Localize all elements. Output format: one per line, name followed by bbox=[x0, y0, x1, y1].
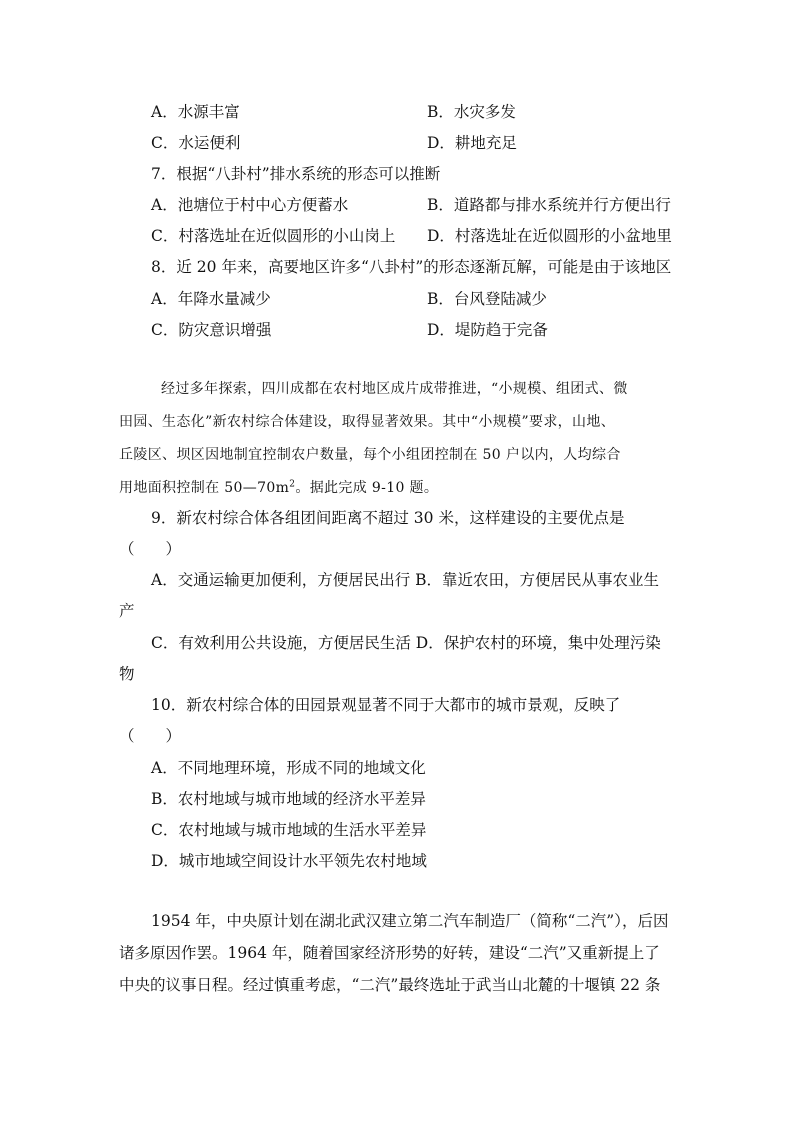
q9-options-cd: C．有效利用公共设施，方便居民生活 D．保护农村的环境，集中处理污染 bbox=[151, 634, 661, 652]
final-passage-line-3: 中央的议事日程。经过慎重考虑，“二汽”最终选址于武当山北麓的十堰镇 22 条 bbox=[119, 976, 661, 994]
passage-line-3: 丘陵区、坝区因地制宜控制农户数量，每个小组团控制在 50 户以内，人均综合 bbox=[119, 447, 621, 463]
q7-option-d: D．村落选址在近似圆形的小盆地里 bbox=[427, 227, 672, 245]
q10-option-b: B．农村地域与城市地域的经济水平差异 bbox=[151, 790, 426, 808]
q6-option-b: B．水灾多发 bbox=[427, 103, 516, 121]
q8-option-d: D．堤防趋于完备 bbox=[427, 321, 548, 339]
q6-option-d: D．耕地充足 bbox=[427, 134, 517, 152]
q10-answer-parentheses: （ ） bbox=[119, 727, 182, 745]
q9-options-cd-wrap: 物 bbox=[119, 665, 135, 683]
q9-options-ab: A．交通运输更加便利，方便居民出行 B．靠近农田，方便居民从事农业生 bbox=[151, 571, 660, 589]
q10-option-d: D．城市地域空间设计水平领先农村地域 bbox=[151, 852, 427, 870]
q9-answer-parentheses: （ ） bbox=[119, 540, 182, 558]
final-passage-line-1: 1954 年，中央原计划在湖北武汉建立第二汽车制造厂（简称“二汽”），后因 bbox=[151, 912, 669, 930]
passage-line-1: 经过多年探索，四川成都在农村地区成片成带推进，“小规模、组团式、微 bbox=[161, 381, 628, 397]
q9-options-ab-wrap: 产 bbox=[119, 602, 135, 620]
q8-option-c: C．防灾意识增强 bbox=[151, 321, 272, 339]
q10-option-a: A．不同地理环境，形成不同的地域文化 bbox=[151, 759, 426, 777]
passage-line-2: 田园、生态化”新农村综合体建设，取得显著效果。其中“小规模”要求，山地、 bbox=[119, 414, 616, 430]
final-passage-line-2: 诸多原因作罢。1964 年，随着国家经济形势的好转，建设“二汽”又重新提上了 bbox=[119, 944, 660, 962]
passage-line-4-text: 用地面积控制在 50—70m bbox=[119, 480, 290, 496]
q7-option-b: B．道路都与排水系统并行方便出行 bbox=[427, 196, 671, 214]
q8-option-a: A．年降水量减少 bbox=[151, 290, 271, 308]
q6-option-c: C．水运便利 bbox=[151, 134, 241, 152]
q7-stem: 7．根据“八卦村”排水系统的形态可以推断 bbox=[151, 165, 441, 183]
q8-stem: 8．近 20 年来，高要地区许多“八卦村”的形态逐渐瓦解，可能是由于该地区 bbox=[151, 258, 672, 276]
q10-option-c: C．农村地域与城市地域的生活水平差异 bbox=[151, 821, 427, 839]
q7-option-a: A．池塘位于村中心方便蓄水 bbox=[151, 196, 349, 214]
q9-stem: 9．新农村综合体各组团间距离不超过 30 米，这样建设的主要优点是 bbox=[151, 509, 625, 527]
q7-option-c: C．村落选址在近似圆形的小山岗上 bbox=[151, 227, 396, 245]
q6-option-a: A．水源丰富 bbox=[151, 103, 240, 121]
q10-stem: 10．新农村综合体的田园景观显著不同于大都市的城市景观，反映了 bbox=[151, 696, 621, 714]
passage-line-4-tail: 。据此完成 9-10 题。 bbox=[295, 480, 439, 496]
area-unit-superscript: 2 bbox=[289, 479, 296, 490]
q8-option-b: B．台风登陆减少 bbox=[427, 290, 547, 308]
passage-line-4 bbox=[119, 478, 438, 498]
